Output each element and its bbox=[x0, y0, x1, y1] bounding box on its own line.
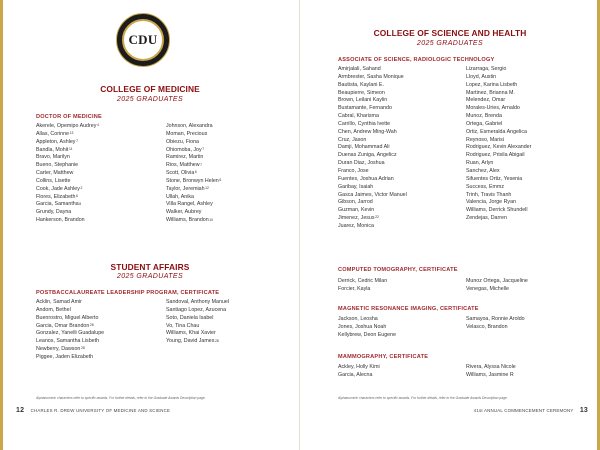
award-code: 13 bbox=[69, 131, 74, 136]
graduate-name bbox=[36, 201, 99, 209]
graduate-name-text: Gonzalez, Yanelli Guadalupe bbox=[36, 330, 105, 337]
student-affairs-names-col2 bbox=[166, 299, 229, 346]
graduate-name bbox=[338, 82, 407, 90]
award-code: 28 bbox=[89, 322, 94, 327]
student-affairs-title: STUDENT AFFAIRS bbox=[110, 262, 190, 272]
graduate-name bbox=[466, 152, 531, 160]
award-code: 4 bbox=[96, 123, 99, 128]
award-code: 22 bbox=[375, 215, 379, 220]
graduate-name-text: Sifuentes Ortiz, Yesenia bbox=[466, 175, 523, 182]
graduate-name-text: Bravo, Marilyn bbox=[36, 154, 70, 161]
graduate-name bbox=[466, 168, 531, 176]
graduate-name bbox=[338, 97, 407, 105]
graduate-name bbox=[466, 324, 525, 332]
graduate-name-text: Lopez, Karina Lisbeth bbox=[466, 81, 518, 88]
college-of-science-subtitle: 2025 GRADUATES bbox=[416, 40, 484, 47]
graduate-name bbox=[166, 323, 229, 331]
award-code: 11 bbox=[68, 146, 73, 151]
graduate-name bbox=[338, 207, 407, 215]
graduate-name bbox=[338, 129, 407, 137]
graduate-name-text: Sandoval, Anthony Manuel bbox=[166, 299, 230, 305]
graduate-name bbox=[166, 315, 229, 323]
graduate-name-text: Obiezu, Fiona bbox=[166, 138, 199, 145]
graduate-name-text: Santiago Lopez, Azucena bbox=[166, 306, 227, 313]
medicine-names-col2 bbox=[166, 123, 221, 225]
mri-names-col1 bbox=[338, 316, 396, 340]
graduate-name bbox=[466, 316, 525, 324]
graduate-name-text: Grundy, Dayna bbox=[36, 209, 72, 216]
graduate-name bbox=[466, 105, 531, 113]
radiologic-names-col1 bbox=[338, 66, 407, 231]
award-code: 28 bbox=[214, 338, 219, 343]
mammography-heading: MAMMOGRAPHY, CERTIFICATE bbox=[338, 354, 429, 360]
graduate-name bbox=[466, 372, 516, 380]
graduate-name bbox=[166, 162, 221, 170]
mri-heading: MAGNETIC RESONANCE IMAGING, CERTIFICATE bbox=[338, 306, 479, 312]
graduate-name-text: Appleton, Ashley bbox=[36, 138, 76, 145]
award-code: 10 bbox=[209, 217, 214, 222]
mammography-names-col2 bbox=[466, 364, 516, 380]
college-of-medicine-subtitle: 2025 GRADUATES bbox=[116, 96, 184, 103]
graduate-name-text: Franco, Jose bbox=[338, 167, 369, 174]
graduate-name bbox=[338, 90, 407, 98]
graduate-name-text: Kellybrew, Deon Eugene bbox=[338, 331, 397, 338]
graduate-name bbox=[36, 162, 99, 170]
graduate-name bbox=[166, 178, 221, 186]
graduate-name-text: Venegas, Michelle bbox=[466, 285, 509, 292]
graduate-name-text: Reynoso, Marisi bbox=[466, 136, 504, 143]
graduate-name-text: Rodriguez, Prisila Abigail bbox=[466, 152, 525, 159]
graduate-name-text: Ohiomoba, Joy bbox=[166, 146, 202, 153]
graduate-name bbox=[338, 199, 407, 207]
award-code: 2 bbox=[80, 186, 83, 191]
mri-names-col2 bbox=[466, 316, 525, 332]
graduate-name-text: Williams, Brandon bbox=[166, 217, 209, 224]
mammography-names-col1 bbox=[338, 364, 380, 380]
graduate-name bbox=[36, 346, 104, 354]
graduate-name-text: Walker, Aubrey bbox=[166, 209, 202, 216]
graduate-name-text: Carter, Matthew bbox=[36, 170, 74, 177]
graduate-name-text: Ackley, Holly Kimi bbox=[338, 364, 380, 370]
graduate-name bbox=[466, 82, 531, 90]
graduate-name bbox=[338, 364, 380, 372]
graduate-name bbox=[166, 299, 229, 307]
computed-tomography-heading: COMPUTED TOMOGRAPHY, CERTIFICATE bbox=[338, 267, 458, 273]
graduate-name-text: Newberry, Dawson bbox=[36, 346, 81, 353]
graduate-name bbox=[466, 278, 528, 286]
graduate-name bbox=[338, 316, 396, 324]
graduate-name-text: Cruz, Jason bbox=[338, 136, 367, 143]
graduate-name-text: Success, Emmz bbox=[466, 183, 504, 190]
graduate-name bbox=[36, 323, 104, 331]
graduate-name bbox=[36, 330, 104, 338]
graduate-name bbox=[166, 131, 221, 139]
graduate-name bbox=[166, 330, 229, 338]
graduate-name bbox=[466, 97, 531, 105]
award-code: 6 bbox=[76, 194, 78, 198]
graduate-name bbox=[466, 129, 531, 137]
graduate-name bbox=[338, 215, 407, 223]
graduate-name bbox=[36, 315, 104, 323]
graduate-name-text: Bautista, Kaylani E. bbox=[338, 81, 384, 88]
graduate-name-text: Duran Diaz, Joshua bbox=[338, 160, 385, 167]
graduate-name bbox=[166, 123, 221, 131]
graduate-name bbox=[166, 338, 229, 346]
graduate-name bbox=[338, 121, 407, 129]
graduate-name-text: Stone, Bronwyn Helen bbox=[166, 177, 219, 184]
graduate-name bbox=[166, 154, 221, 162]
graduate-name bbox=[36, 123, 99, 131]
graduate-name bbox=[166, 186, 221, 194]
graduate-name bbox=[338, 176, 407, 184]
graduate-name-text: Sanchez, Alex bbox=[466, 167, 500, 174]
graduate-name-text: Gibson, Jarrod bbox=[338, 199, 373, 206]
graduate-name bbox=[166, 147, 221, 155]
graduate-name bbox=[466, 90, 531, 98]
graduate-name-text: Trinh, Travis Thanh bbox=[466, 191, 512, 198]
graduate-name-text: Vo, Tina Chau bbox=[166, 322, 200, 329]
graduate-name-text: Lloyd, Austin bbox=[466, 73, 497, 80]
medicine-names-col1 bbox=[36, 123, 99, 225]
graduate-name-text: Ruan, Arlyn bbox=[466, 160, 494, 167]
graduate-name-text: Collins, Lisette bbox=[36, 177, 71, 184]
award-code: 7 bbox=[202, 146, 205, 151]
graduate-name bbox=[36, 178, 99, 186]
graduate-name bbox=[466, 137, 531, 145]
graduate-name-text: Garcia, Samantha bbox=[36, 201, 79, 208]
graduate-name bbox=[338, 113, 407, 121]
graduate-name-text: Garibay, Isaiah bbox=[338, 183, 374, 190]
footer-university-name: CHARLES R. DREW UNIVERSITY OF MEDICINE AND SCIENCE bbox=[30, 408, 171, 413]
graduate-name-text: Duenas Zuniga, Angelicz bbox=[338, 152, 397, 159]
graduate-name bbox=[36, 338, 104, 346]
graduate-name-text: Bueno, Stephanie bbox=[36, 162, 79, 169]
graduate-name-text: Melendez, Omar bbox=[466, 97, 506, 104]
gold-edge-left bbox=[0, 0, 3, 450]
graduate-name bbox=[338, 105, 407, 113]
right-page bbox=[300, 0, 600, 450]
college-of-medicine-title: COLLEGE OF MEDICINE bbox=[100, 84, 200, 94]
footer-right bbox=[474, 407, 588, 414]
graduate-name-text: Ortiz, Esmeralda Angelica bbox=[466, 128, 527, 135]
graduate-name bbox=[466, 184, 531, 192]
graduate-name-text: Lizarraga, Sergio bbox=[466, 66, 507, 72]
graduate-name bbox=[36, 139, 99, 147]
graduate-name bbox=[338, 168, 407, 176]
graduate-name bbox=[466, 66, 531, 74]
footnote-right: Alphanumeric characters refer to specific awards. For further details, refer to the Graduate Awards Description page. bbox=[338, 396, 508, 400]
ct-names-col1 bbox=[338, 278, 387, 294]
award-code: 7 bbox=[200, 162, 203, 167]
graduate-name-text: Guzman, Kevin bbox=[338, 207, 375, 214]
footnote-left: Alphanumeric characters refer to specific awards. For further details, refer to the Graduate Awards Description page. bbox=[36, 396, 206, 400]
page-number-left: 12 bbox=[16, 407, 25, 414]
graduate-name-text: Valencia, Jorge Ryan bbox=[466, 199, 516, 206]
graduate-name-text: Forcier, Kayla bbox=[338, 285, 371, 292]
graduate-name-text: Taylor, Jeremiah bbox=[166, 185, 205, 192]
graduate-name bbox=[36, 209, 99, 217]
graduate-name-text: Flores, Elizabeth bbox=[36, 193, 76, 200]
graduate-name bbox=[466, 364, 516, 372]
graduate-name-text: Allas, Corinne bbox=[36, 130, 69, 137]
graduate-name-text: Zendejas, Darren bbox=[466, 215, 507, 222]
graduate-name bbox=[166, 201, 221, 209]
graduate-name bbox=[36, 217, 99, 225]
graduate-name bbox=[338, 184, 407, 192]
graduate-name-text: Munoz Ortega, Jacqueline bbox=[466, 278, 528, 284]
radiologic-technology-heading: ASSOCIATE OF SCIENCE, RADIOLOGIC TECHNOLOGY bbox=[338, 57, 495, 63]
graduate-name-text: Rodriguez, Kevin Alexander bbox=[466, 144, 532, 151]
graduate-name-text: Williams, Jasmine R bbox=[466, 371, 514, 378]
award-code: 28 bbox=[80, 346, 85, 351]
graduate-name-text: Garcia, Alecna bbox=[338, 371, 373, 378]
graduate-name-text: Carrillo, Cynthia Ivette bbox=[338, 120, 391, 127]
graduate-name bbox=[36, 194, 99, 202]
graduate-name-text: Martinez, Brianna M. bbox=[466, 89, 515, 96]
graduate-name-text: Brown, Leilani Kaylin bbox=[338, 97, 388, 104]
graduate-name-text: Juarez, Monica bbox=[338, 222, 374, 229]
ct-names-col2 bbox=[466, 278, 528, 294]
graduate-name-text: Rivera, Alyssa Nicole bbox=[466, 364, 516, 370]
graduate-name bbox=[466, 113, 531, 121]
graduate-name bbox=[166, 139, 221, 147]
graduate-name-text: Jimenez, Jesus bbox=[338, 215, 375, 222]
graduate-name bbox=[338, 372, 380, 380]
graduate-name-text: Buenrostro, Miguel Alberto bbox=[36, 314, 99, 321]
graduate-name bbox=[36, 170, 99, 178]
graduate-name-text: Morales-Uries, Arnaldo bbox=[466, 105, 520, 112]
graduate-name-text: Garcia, Omar Brandon bbox=[36, 322, 90, 329]
graduate-name-text: Williams, Derrick Shundell bbox=[466, 207, 528, 214]
graduate-name bbox=[166, 217, 221, 225]
seal-inner bbox=[122, 19, 164, 61]
doctor-of-medicine-heading: DOCTOR OF MEDICINE bbox=[36, 114, 102, 120]
graduate-name-text: Rios, Matthew bbox=[166, 162, 200, 169]
graduate-name-text: Cook, Jade Ashley bbox=[36, 185, 80, 192]
graduate-name bbox=[338, 278, 387, 286]
graduate-name-text: Jackson, Leosha bbox=[338, 316, 378, 322]
graduate-name-text: Chen, Andrew Ming-Wah bbox=[338, 128, 397, 135]
graduate-name-text: Piggee, Jaden Elizabeth bbox=[36, 353, 94, 360]
university-seal-icon bbox=[116, 13, 170, 67]
graduate-name-text: Ortega, Gabriel bbox=[466, 120, 503, 127]
graduate-name-text: Damji, Mohammad Ali bbox=[338, 144, 390, 151]
graduate-name-text: Beaupierre, Simeon bbox=[338, 89, 385, 96]
graduate-name bbox=[36, 131, 99, 139]
graduate-name bbox=[466, 286, 528, 294]
graduate-name-text: Leanos, Samantha Lisbeth bbox=[36, 338, 100, 345]
graduate-name-text: Villa Rangel, Ashley bbox=[166, 201, 213, 208]
graduate-name-text: Bandla, Mohit bbox=[36, 146, 69, 153]
graduate-name bbox=[338, 137, 407, 145]
graduate-name-text: Jones, Joshua Noah bbox=[338, 323, 387, 330]
award-code: 6 bbox=[194, 170, 197, 175]
graduate-name bbox=[166, 170, 221, 178]
graduate-name-text: Soto, Daniela Isabel bbox=[166, 314, 214, 321]
graduate-name bbox=[466, 74, 531, 82]
graduate-name-text: Amirjalali, Sahand bbox=[338, 66, 381, 72]
graduate-name-text: Velasco, Brandon bbox=[466, 323, 508, 330]
graduate-name bbox=[466, 199, 531, 207]
graduate-name bbox=[466, 160, 531, 168]
graduate-name bbox=[338, 66, 407, 74]
graduate-name bbox=[36, 186, 99, 194]
graduate-name-text: Armbrester, Sasha Monique bbox=[338, 73, 404, 80]
postbacc-leadership-heading: POSTBACCALAUREATE LEADERSHIP PROGRAM, CERTIFICATE bbox=[36, 290, 220, 296]
graduate-name-text: Gasca Jaimes, Victor Manuel bbox=[338, 191, 407, 198]
graduate-name bbox=[36, 354, 104, 362]
graduate-name-text: Munoz, Brenda bbox=[466, 113, 502, 120]
graduate-name bbox=[466, 176, 531, 184]
graduate-name bbox=[166, 209, 221, 217]
graduate-name bbox=[338, 152, 407, 160]
graduate-name bbox=[338, 286, 387, 294]
graduate-name bbox=[338, 74, 407, 82]
graduate-name-text: Akerele, Opemipo Audrey bbox=[36, 123, 97, 129]
graduate-name-text: Samayoa, Ronnie Aroldo bbox=[466, 316, 525, 322]
seal-monogram: CDU bbox=[128, 32, 158, 47]
graduate-name bbox=[466, 144, 531, 152]
graduate-name-text: Scott, Olivia bbox=[166, 170, 195, 177]
graduate-name-text: Ullah, Anika bbox=[166, 193, 194, 200]
graduate-name-text: Moman, Precious bbox=[166, 130, 208, 137]
graduate-name-text: Cabral, Kharisma bbox=[338, 113, 379, 120]
graduate-name bbox=[36, 299, 104, 307]
graduate-name bbox=[338, 144, 407, 152]
page-number-right: 13 bbox=[579, 407, 588, 414]
footer-ceremony-name: 41st ANNUAL COMMENCEMENT CEREMONY bbox=[473, 408, 574, 413]
graduate-name-text: Williams, Khai Xavier bbox=[166, 330, 216, 337]
college-of-science-title: COLLEGE OF SCIENCE AND HEALTH bbox=[373, 28, 527, 38]
award-code: 6 bbox=[219, 178, 222, 183]
graduate-name bbox=[36, 154, 99, 162]
student-affairs-names-col1 bbox=[36, 299, 104, 362]
graduate-name-text: Ramirez, Martin bbox=[166, 154, 204, 161]
graduate-name-text: Derrick, Cedric Milan bbox=[338, 278, 388, 284]
award-code: 8 bbox=[79, 201, 82, 206]
radiologic-names-col2 bbox=[466, 66, 531, 223]
graduate-name bbox=[466, 192, 531, 200]
graduate-name-text: Hankerson, Brandon bbox=[36, 217, 85, 224]
graduate-name bbox=[166, 194, 221, 202]
graduate-name bbox=[36, 307, 104, 315]
graduate-name-text: Young, David James bbox=[166, 338, 215, 345]
graduate-name bbox=[466, 207, 531, 215]
graduate-name bbox=[466, 215, 531, 223]
graduate-name bbox=[338, 332, 396, 340]
graduate-name bbox=[338, 324, 396, 332]
graduate-name-text: Bustamante, Fernando bbox=[338, 105, 392, 112]
graduate-name-text: Fuentes, Joshua Adrian bbox=[338, 175, 394, 182]
graduate-name bbox=[338, 160, 407, 168]
graduate-name bbox=[36, 147, 99, 155]
student-affairs-subtitle: 2025 GRADUATES bbox=[116, 273, 184, 280]
graduate-name-text: Johnson, Alexandra bbox=[166, 123, 213, 129]
award-code: 7 bbox=[76, 139, 78, 144]
graduate-name bbox=[338, 192, 407, 200]
award-code: 12 bbox=[205, 186, 209, 191]
graduate-name bbox=[466, 121, 531, 129]
graduate-name bbox=[338, 223, 407, 231]
graduate-name-text: Acklin, Samad Amir bbox=[36, 299, 82, 305]
graduate-name bbox=[166, 307, 229, 315]
footer-left bbox=[16, 407, 170, 414]
graduate-name-text: Andom, Bethel bbox=[36, 306, 71, 313]
